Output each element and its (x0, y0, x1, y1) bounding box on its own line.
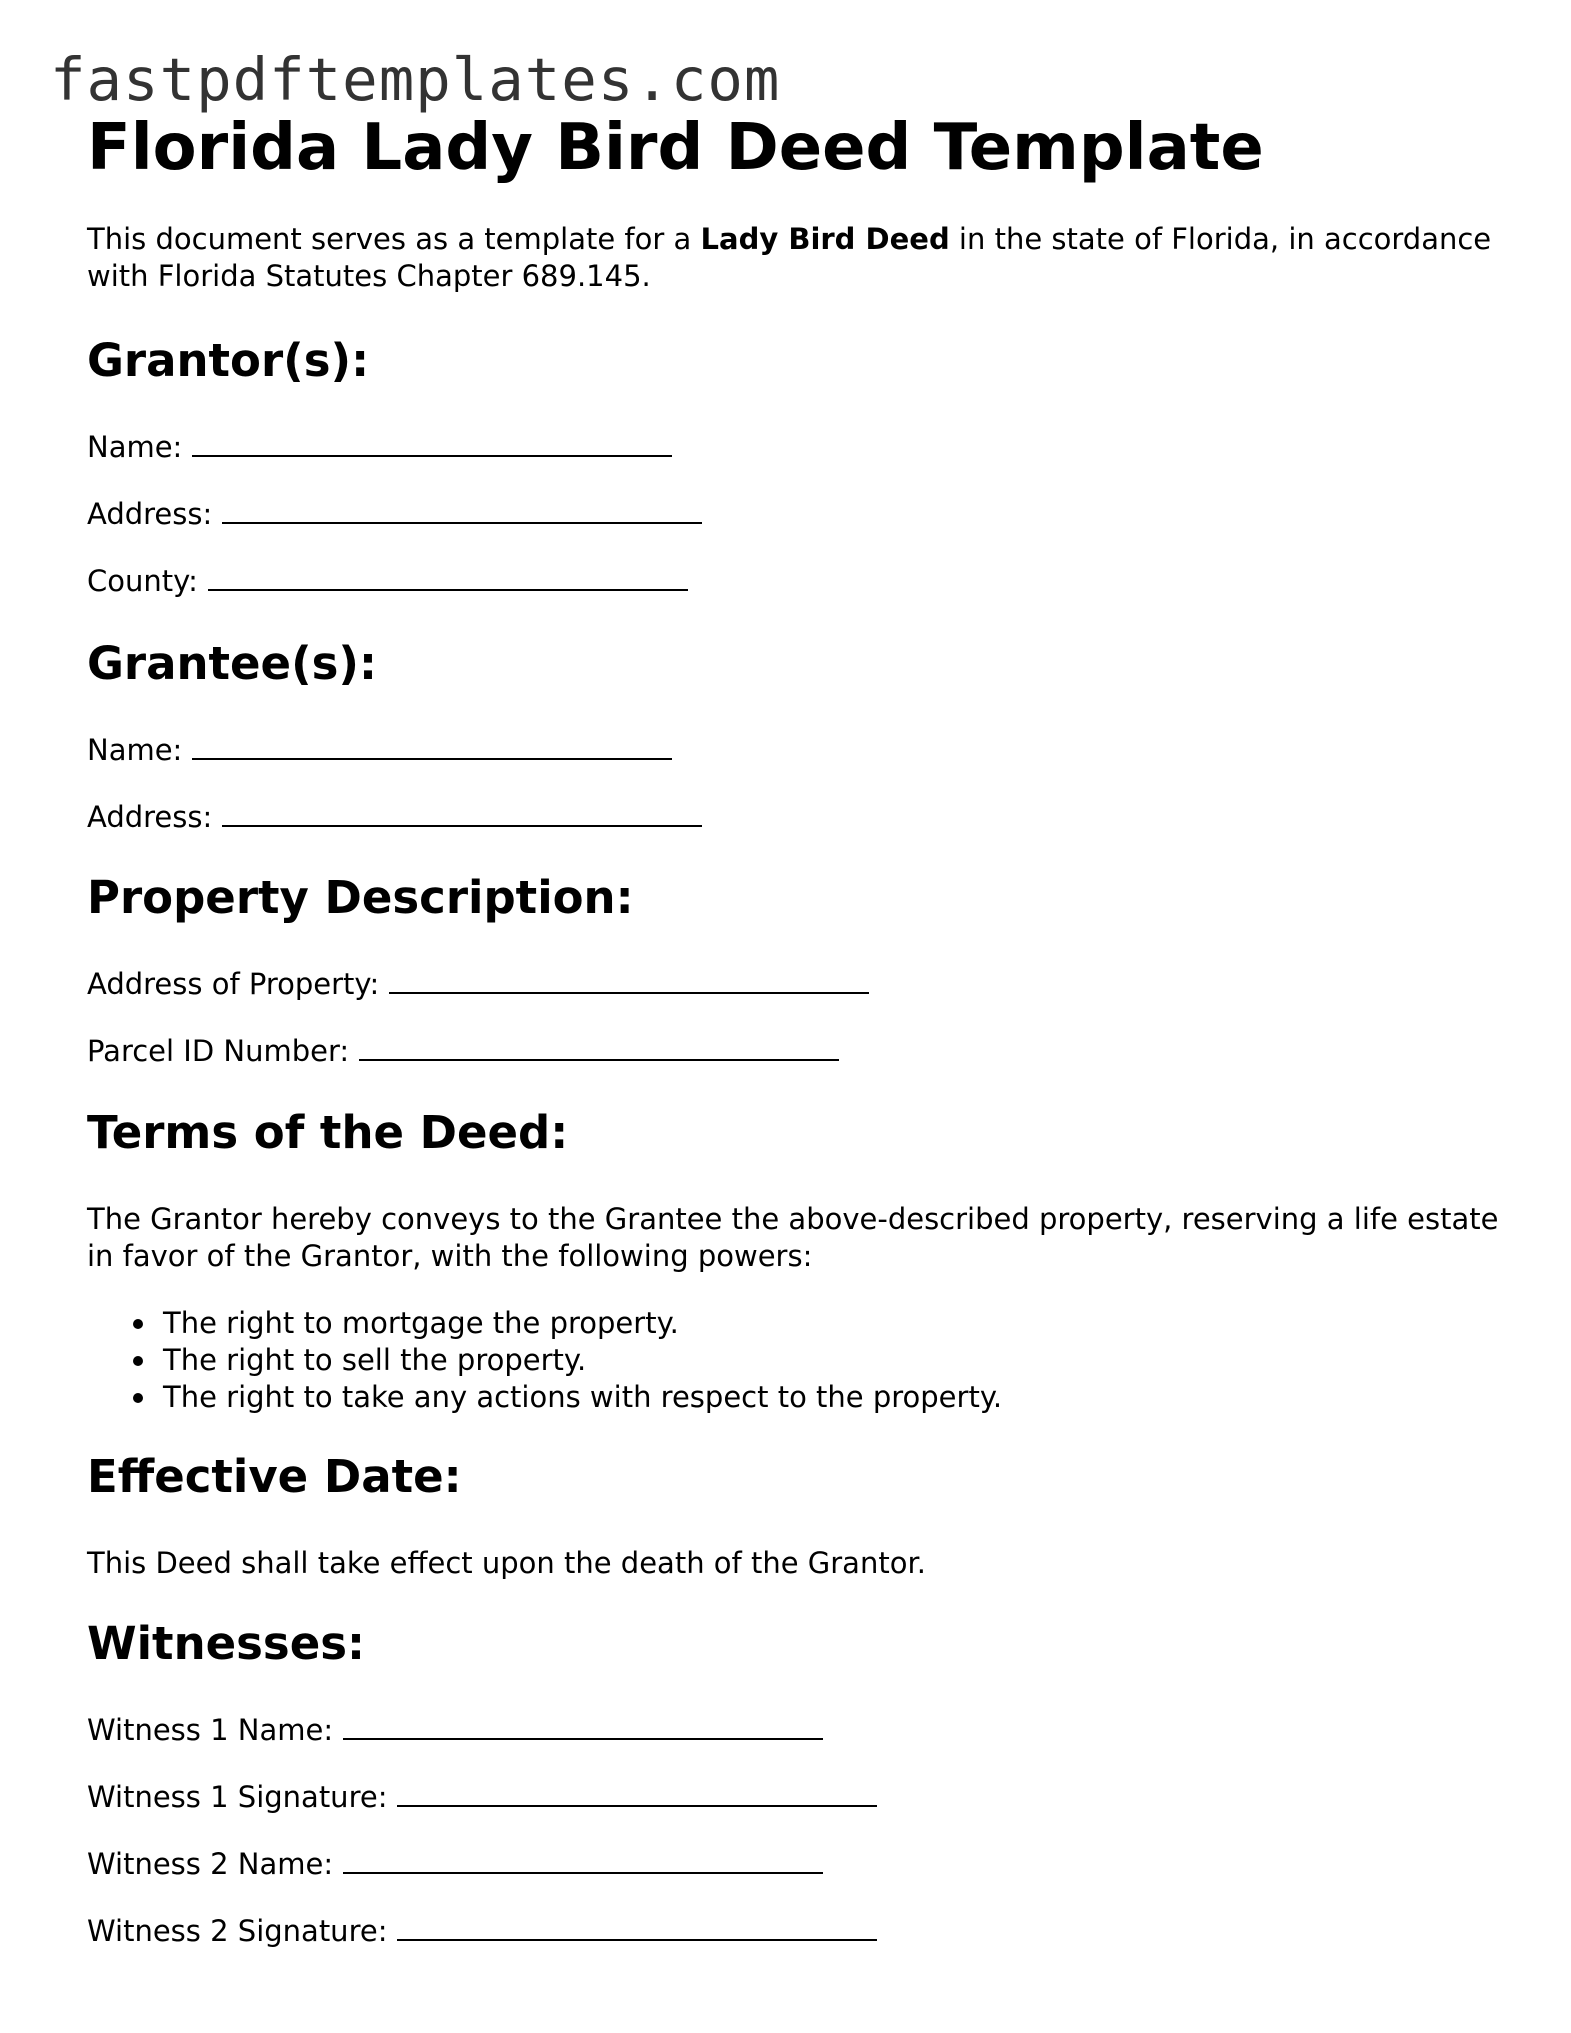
watermark: fastpdftemplates.com (50, 45, 781, 114)
grantor-county-field[interactable] (87, 563, 688, 600)
grantor-name-line[interactable] (192, 431, 672, 457)
effective-heading: Effective Date: (87, 1450, 462, 1503)
grantor-heading: Grantor(s): (87, 334, 370, 387)
intro-paragraph (87, 221, 1527, 295)
document-page (87, 108, 1499, 1948)
property-heading: Property Description: (87, 871, 634, 924)
property-address-line[interactable] (389, 968, 869, 994)
terms-text: The Grantor hereby conveys to the Grantee the above-described property, reserving a life estate in favor of the Grantor, with the following powers: (87, 1202, 1499, 1273)
effective-text: This Deed shall take effect upon the death of the Grantor. (87, 1546, 926, 1580)
parcel-id-field[interactable] (87, 1033, 839, 1070)
witness2-signature-field[interactable] (87, 1913, 877, 1950)
terms-heading: Terms of the Deed: (87, 1106, 569, 1159)
intro-text-bold: Lady Bird Deed (700, 222, 950, 256)
grantee-address-line[interactable] (222, 801, 702, 827)
witness1-name-line[interactable] (343, 1714, 823, 1740)
list-item: The right to mortgage the property. (87, 1305, 1002, 1342)
grantee-address-label: Address: (87, 800, 213, 834)
grantor-name-field[interactable] (87, 429, 672, 466)
property-address-field[interactable] (87, 966, 869, 1003)
grantor-address-line[interactable] (222, 498, 702, 524)
list-item: The right to sell the property. (87, 1342, 1002, 1379)
witness2-name-label: Witness 2 Name: (87, 1847, 334, 1881)
grantee-name-line[interactable] (192, 734, 672, 760)
witness1-name-label: Witness 1 Name: (87, 1713, 334, 1747)
property-address-label: Address of Property: (87, 967, 380, 1001)
witness2-name-field[interactable] (87, 1846, 823, 1883)
witness1-name-field[interactable] (87, 1712, 823, 1749)
grantee-name-field[interactable] (87, 732, 672, 769)
witness1-signature-line[interactable] (397, 1781, 877, 1807)
witness2-signature-line[interactable] (397, 1915, 877, 1941)
grantor-county-label: County: (87, 564, 198, 598)
grantor-address-field[interactable] (87, 496, 702, 533)
parcel-id-label: Parcel ID Number: (87, 1034, 350, 1068)
page-title: Florida Lady Bird Deed Template (87, 111, 1264, 185)
intro-text-before: This document serves as a template for a (87, 222, 701, 256)
parcel-id-line[interactable] (359, 1035, 839, 1061)
grantee-address-field[interactable] (87, 799, 702, 836)
grantor-name-label: Name: (87, 430, 183, 464)
witnesses-heading: Witnesses: (87, 1617, 365, 1670)
grantor-address-label: Address: (87, 497, 213, 531)
grantee-name-label: Name: (87, 733, 183, 767)
grantor-county-line[interactable] (208, 565, 688, 591)
grantee-heading: Grantee(s): (87, 637, 377, 690)
powers-list (87, 1305, 1002, 1416)
witness1-signature-label: Witness 1 Signature: (87, 1780, 388, 1814)
list-item: The right to take any actions with respect to the property. (87, 1379, 1002, 1416)
witness2-signature-label: Witness 2 Signature: (87, 1914, 388, 1948)
witness2-name-line[interactable] (343, 1848, 823, 1874)
witness1-signature-field[interactable] (87, 1779, 877, 1816)
intro-text-after: in the state of Florida, in accordance with Florida Statutes Chapter 689.145. (87, 222, 1492, 293)
